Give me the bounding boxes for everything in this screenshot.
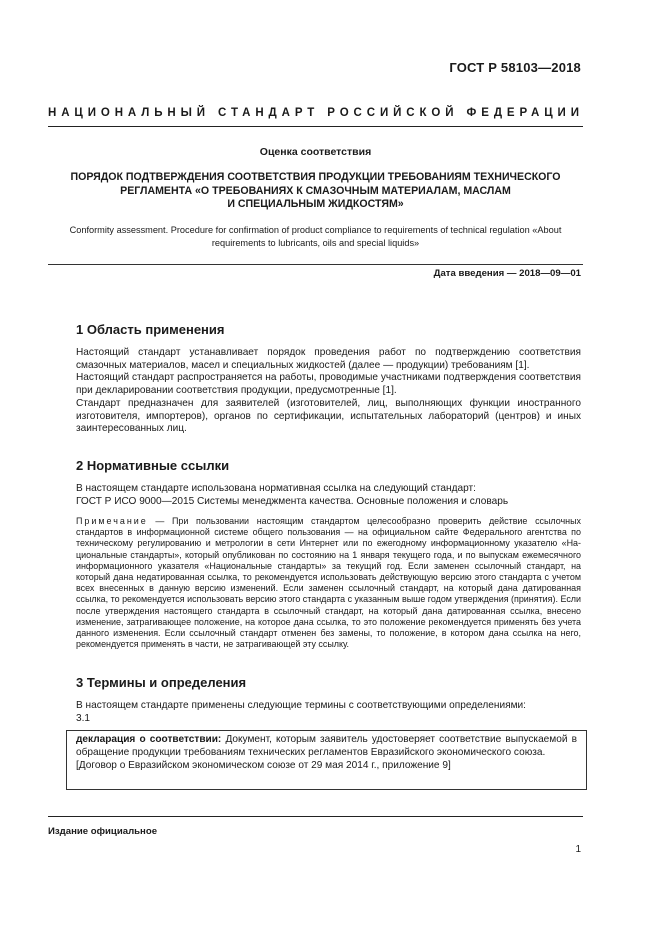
note-text: — При пользовании настоящим стандартом целесообразно проверить действие ссылочных стандартов в информационной системе общего пользования — на официальном сайте Федерального агентства по техническому регулированию и метрологии в сети Интернет или по ежегодному информационному указателю «Национальные стандарты», который опубликован по состоянию на 1 января текущего года, и по выпускам ежемесячного информационного указателя «Национальные стандарты» за текущий год. Если заменен ссылочный стандарт, на который дана недатированная ссылка, то рекомендуется использовать действующую версию этого стандарта с учетом всех внесенных в данную версию изменений. Если заменен ссылочный стандарт, на который дана датированная ссылка, то рекомендуется использовать версию этого стандарта с указанным выше годом утверждения (принятия). Если после утверждения настоящего стандарта в ссылочный стандарт, на который дана датированная ссылка, внесено изменение, затрагивающее положение, на которое дана ссылка, то это положение рекомендуется применять без учета данного изменения. Если ссылочный стандарт отменен без замены, то положение, в котором дана ссылка на него, рекомендуется применять в части, не затрагивающей эту ссылку. [76, 516, 582, 650]
note-label: Примечание [76, 516, 148, 526]
title-line: И СПЕЦИАЛЬНЫМ ЖИДКОСТЯМ» [227, 198, 404, 210]
official-edition-label: Издание официальное [48, 826, 158, 837]
section-scope-body [76, 347, 581, 436]
section-heading-terms: 3 Термины и определения [76, 675, 247, 690]
english-title-line: requirements to lubricants, oils and special liquids» [211, 238, 420, 248]
term: декларация о соответствии: [76, 734, 222, 745]
paragraph [76, 347, 581, 372]
definition-paragraph [76, 734, 577, 759]
references-note [76, 516, 581, 650]
introduction-date: Дата введения — 2018—09—01 [433, 268, 581, 279]
title-line: РЕГЛАМЕНТА «О ТРЕБОВАНИЯХ К СМАЗОЧНЫМ МАТЕРИАЛАМ, МАСЛАМ [120, 184, 511, 197]
english-title [48, 224, 583, 250]
term-number: 3.1 [76, 712, 91, 724]
paragraph: В настоящем стандарте применены следующие термины с соответствующими определениями: [76, 700, 526, 711]
standard-number: ГОСТ Р 58103—2018 [449, 60, 581, 75]
definition-source: [Договор о Евразийском экономическом союзе от 29 мая 2014 г., приложение 9] [76, 760, 451, 772]
reference-item: ГОСТ Р ИСО 9000—2015 Системы менеджмента качества. Основные положения и словарь [76, 495, 509, 507]
english-title-line: Conformity assessment. Procedure for confirmation of product compliance to requirements of technical regulation «About [69, 225, 562, 235]
section-heading-normative-references: 2 Нормативные ссылки [76, 458, 230, 473]
title-line: ПОРЯДОК ПОДТВЕРЖДЕНИЯ СООТВЕТСТВИЯ ПРОДУКЦИИ ТРЕБОВАНИЯМ ТЕХНИЧЕСКОГО [70, 171, 561, 183]
document-subtitle: Оценка соответствия [259, 146, 372, 158]
section-terms-body [76, 700, 581, 725]
definition-text: Документ, которым заявитель удостоверяет соответствие выпускаемой в обращение продукции требованиям технических регламентов Евразийского экономического союза. [76, 734, 577, 758]
paragraph [76, 372, 581, 397]
document-title [48, 171, 583, 212]
national-standard-banner: НАЦИОНАЛЬНЫЙ СТАНДАРТ РОССИЙСКОЙ ФЕДЕРАЦИИ [48, 107, 584, 119]
note-paragraph [76, 516, 581, 650]
paragraph [76, 398, 581, 436]
section-heading-scope: 1 Область применения [76, 322, 225, 337]
paragraph-text: Стандарт предназначен для заявителей (изготовителей, лиц, выполняющих функции иностранного изготовителя, импортеров), органов по сертификации, испытательных лабораторий (центров) и иных заинтересованных лиц. [76, 397, 581, 435]
footer-divider [48, 816, 583, 817]
section-references-body [76, 483, 581, 508]
paragraph-text: Настоящий стандарт устанавливает порядок проведения работ по подтверждению соответствия смазочных материалов, масел и специальных жидкостей (далее — продукции) требованиям [1]. [76, 347, 581, 371]
title-divider [48, 264, 583, 265]
header-divider [48, 126, 583, 127]
page-number: 1 [575, 844, 581, 855]
paragraph: В настоящем стандарте использована нормативная ссылка на следующий стандарт: [76, 483, 476, 494]
term-definition [76, 734, 577, 773]
paragraph-text: Настоящий стандарт распространяется на работы, проводимые участниками подтверждения соответствия при декларировании соответствия продукции, предусмотренные [1]. [76, 372, 581, 397]
